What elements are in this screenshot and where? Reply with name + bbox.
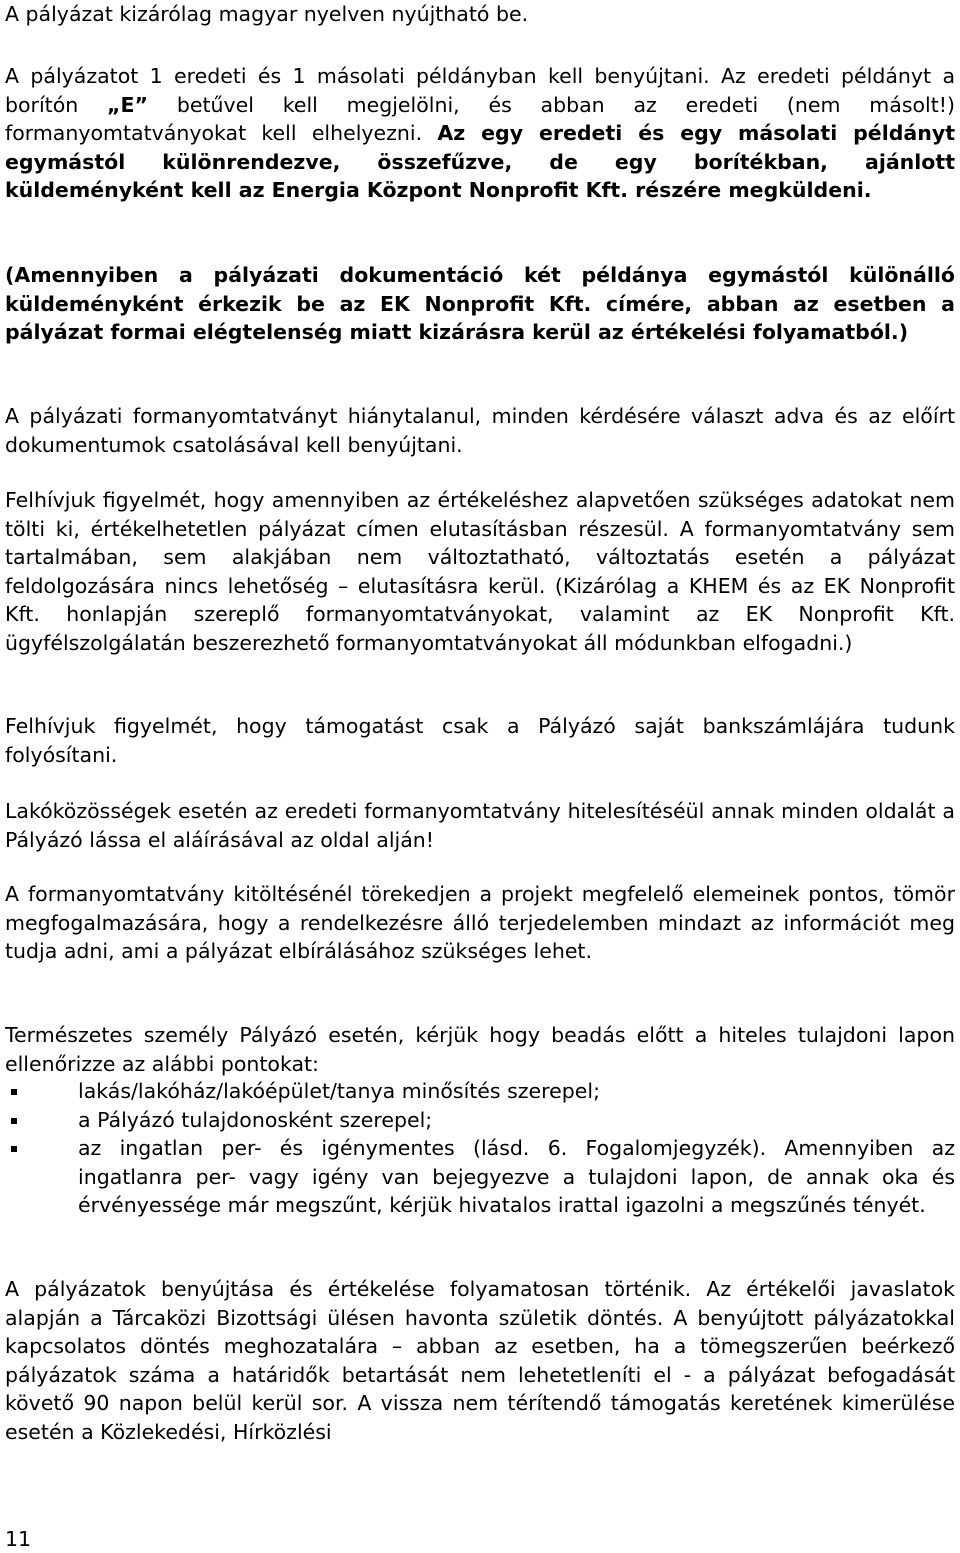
submission-bold-text: Az egy eredeti és egy másolati példányt egymástól különrendezve, összefűzve, de egy borítékban, ajánlott küldeményként kell az Energia Központ Nonprofit Kft. részére megküldeni.	[5, 121, 955, 203]
paragraph-property-sheet-check: Természetes személy Pályázó esetén, kérjük hogy beadás előtt a hiteles tulajdoni lapon ellenőrizze az alábbi pontokat:	[5, 1023, 955, 1076]
paragraph-residential-community: Lakóközösségek esetén az eredeti formanyomtatvány hitelesítéséül annak minden oldalát a Pályázó lássa el aláírásával az oldal alján!	[5, 799, 955, 852]
envelope-letter-e: E	[120, 92, 135, 117]
paragraph-separate-delivery-warning: (Amennyiben a pályázati dokumentáció két példánya egymástól különálló küldeményként érkezik be az EK Nonprofit Kft. címére, abban az esetben a pályázat formai elégtelenség miatt kizárásra kerül az értékelési folyamatból.)	[5, 263, 955, 345]
paragraph-rejection-warning: Felhívjuk figyelmét, hogy amennyiben az értékeléshez alapvetően szükséges adatokat nem tölti ki, értékelhetetlen pályázat címen elutasításban részesül. A formanyomtatvány sem tartalmában, sem alakjában nem változtatható, változtatás esetén a pályázat feldolgozására nincs lehetőség – elutasításra kerül. (Kizárólag a KHEM és az EK Nonprofit Kft. honlapján szereplő formanyomtatványokat, valamint az EK Nonprofit Kft. ügyfélszolgálatán beszerezhető formanyomtatványokat áll módunkban elfogadni.)	[5, 488, 955, 655]
list-item	[5, 1077, 955, 1106]
paragraph-complete-form: A pályázati formanyomtatványt hiánytalanul, minden kérdésére választ adva és az előírt dokumentumok csatolásával kell benyújtani.	[5, 404, 955, 457]
bullet-square-icon	[11, 1118, 17, 1124]
submission-text-a: A pályázatot 1 eredeti és 1 másolati példányban kell benyújtani. Az eredeti példányt a borítón	[5, 64, 955, 117]
list-item-text: a Pályázó tulajdonosként szerepel;	[78, 1107, 433, 1132]
list-item	[5, 1134, 955, 1220]
paragraph-language: A pályázat kizárólag magyar nyelven nyújtható be.	[5, 2, 529, 26]
submission-text-b: betűvel kell megjelölni, és abban az eredeti (nem másolt!) formanyomtatványokat kell elhelyezni.	[5, 92, 955, 146]
paragraph-form-filling: A formanyomtatvány kitöltésénél törekedjen a projekt megfelelő elemeinek pontos, tömör megfogalmazására, hogy a rendelkezésre álló terjedelemben mindazt az információt meg tudja adni, ami a pályázat elbírálásához szükséges lehet.	[5, 882, 955, 964]
checklist	[5, 1077, 955, 1220]
list-item-text: az ingatlan per- és igénymentes (lásd. 6. Fogalomjegyzék). Amennyiben az ingatlanra per- vagy igény van bejegyezve a tulajdoni lapon, de annak oka és érvényessége már megszűnt, kérjük hivatalos irattal igazolni a megszűnés tényét.	[78, 1136, 955, 1218]
page-number: 11	[5, 1527, 32, 1551]
paragraph-evaluation-process: A pályázatok benyújtása és értékelése folyamatosan történik. Az értékelői javaslatok alapján a Tárcaközi Bizottsági ülésen havonta születik döntés. A benyújtott pályázatokkal kapcsolatos döntés meghozatalára – abban az esetben, ha a tömegszerűen beérkező pályázatok száma a határidők betartását nem lehetetleníti el - a pályázat befogadását követő 90 napon belül kerül sor. A vissza nem térítendő támogatás keretének kimerülése esetén a Közlekedési, Hírközlési	[5, 1277, 955, 1444]
quote-close: ”	[134, 92, 149, 117]
bullet-square-icon	[11, 1146, 17, 1152]
quote-open: „	[107, 92, 121, 117]
list-item-text: lakás/lakóház/lakóépület/tanya minősítés szerepel;	[78, 1079, 600, 1103]
bullet-square-icon	[11, 1089, 17, 1095]
list-item	[5, 1106, 955, 1135]
paragraph-submission-copies	[5, 62, 955, 205]
paragraph-bank-account: Felhívjuk figyelmét, hogy támogatást csak a Pályázó saját bankszámlájára tudunk folyósítani.	[5, 714, 955, 767]
